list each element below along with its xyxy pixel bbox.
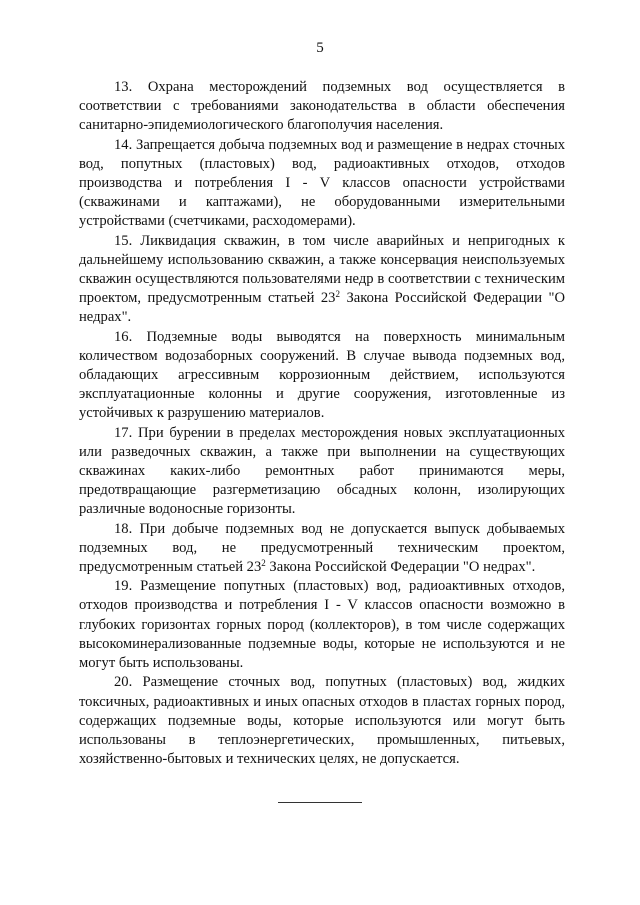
paragraph-18-text: 18. При добыче подземных вод не допускается выпуск добываемых подземных вод, не предусмотренный техническим проектом, предусмотренным статьей 23 <box>79 520 565 576</box>
paragraph-15-text: 15. Ликвидация скважин, в том числе аварийных и непригодных к дальнейшему использованию скважин, а также консервация неиспользуемых скважин осуществляются пользователями недр в соответствии с техническим проектом, предусмотренным статьей 23 <box>79 232 565 307</box>
paragraph-20: 20. Размещение сточных вод, попутных (пластовых) вод, жидких токсичных, радиоактивных и иных опасных отходов в пластах горных пород, содержащих подземные воды, которые используются или могут быть использованы в теплоэнергетических, промышленных, питьевых, хозяйственно-бытовых и технических целях, не допускается. <box>79 674 565 768</box>
paragraph-13: 13. Охрана месторождений подземных вод осуществляется в соответствии с требованиями законодательства в области обеспечения санитарно-эпидемиологического благополучия населения. <box>79 79 565 134</box>
paragraph-15-text-end: Закона Российской Федерации "О недрах". <box>79 290 565 326</box>
paragraph-15 <box>79 232 565 328</box>
paragraph-19: 19. Размещение попутных (пластовых) вод, радиоактивных отходов, отходов производства и потребления I - V классов опасности возможно в глубоких горизонтах горных пород (коллекторов), в том числе содержащих высокоминерализованные подземные воды, которые не используются и не могут быть использованы. <box>79 578 565 672</box>
article-superscript: 2 <box>335 289 340 300</box>
paragraph-14: 14. Запрещается добыча подземных вод и размещение в недрах сточных вод, попутных (пластовых) вод, радиоактивных отходов, отходов производства и потребления I - V классов опасности устройствами (скважинами и каптажами), не оборудованными измерительными устройствами (счетчиками, расходомерами). <box>79 136 565 230</box>
page-number: 5 <box>316 40 324 56</box>
paragraph-18 <box>79 520 565 578</box>
paragraph-16: 16. Подземные воды выводятся на поверхность минимальным количеством водозаборных сооружений. В случае вывода подземных вод, обладающих агрессивным коррозионным действием, используются эксплуатационные колонны и другие сооружения, изготовленные из устойчивых к разрушению материалов. <box>79 328 565 422</box>
closing-divider <box>278 802 362 803</box>
article-superscript: 2 <box>261 558 266 569</box>
paragraph-18-text-end: Закона Российской Федерации "О недрах". <box>265 559 536 576</box>
document-body <box>79 78 565 769</box>
paragraph-17: 17. При бурении в пределах месторождения новых эксплуатационных или разведочных скважин, а также при выполнении на существующих скважинах каких-либо ремонтных работ принимаются меры, предотвращающие разгерметизацию обсадных колонн, изолирующих различные водоносные горизонты. <box>79 424 565 518</box>
